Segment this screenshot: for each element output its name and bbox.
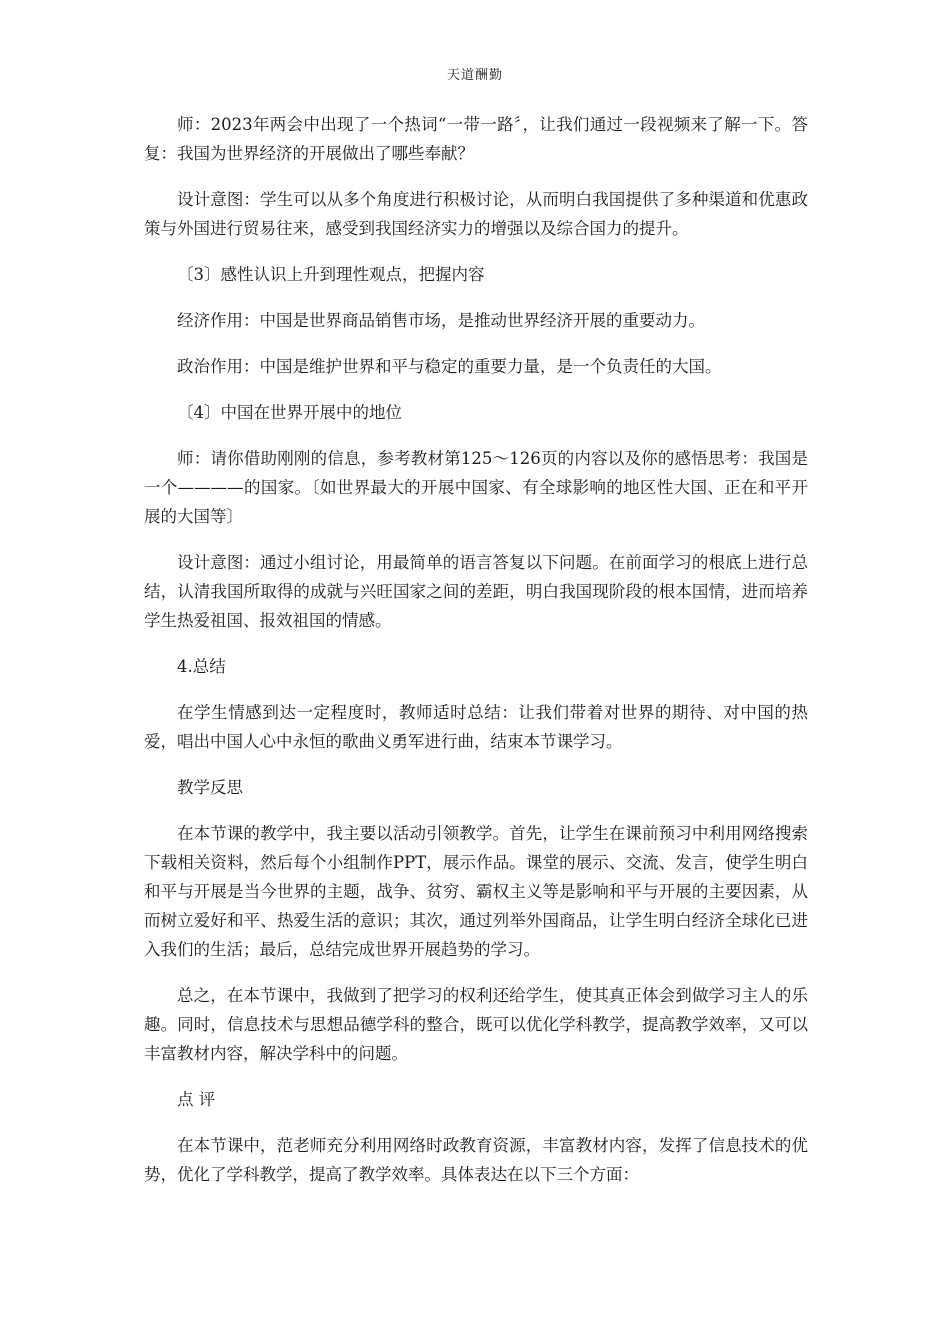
document-body <box>144 110 808 1206</box>
paragraph-summary: 在学生情感到达一定程度时，教师适时总结：让我们带着对世界的期待、对中国的热爱，唱出中国人心中永恒的歌曲义勇军进行曲，结束本节课学习。 <box>144 703 808 751</box>
paragraph-design-intent-2: 设计意图：通过小组讨论，用最简单的语言答复以下问题。在前面学习的根底上进行总结，认清我国所取得的成就与兴旺国家之间的差距，明白我国现阶段的根本国情，进而培养学生热爱祖国、报效祖国的情感。 <box>144 553 808 630</box>
paragraph-reflection-2: 总之，在本节课中，我做到了把学习的权利还给学生，使其真正体会到做学习主人的乐趣。同时，信息技术与思想品德学科的整合，既可以优化学科教学，提高教学效率，又可以丰富教材内容，解决学科中的问题。 <box>144 986 808 1063</box>
page-header: 天道酬勤 <box>446 68 503 83</box>
section-heading-reflection: 教学反思 <box>177 778 243 797</box>
section-heading-review: 点 评 <box>177 1090 216 1109</box>
section-heading-3: 〔3〕感性认识上升到理性观点，把握内容 <box>177 265 485 284</box>
paragraph-design-intent-1: 设计意图：学生可以从多个角度进行积极讨论，从而明白我国提供了多种渠道和优惠政策与外国进行贸易往来，感受到我国经济实力的增强以及综合国力的提升。 <box>144 190 808 238</box>
paragraph-review: 在本节课中，范老师充分利用网络时政教育资源，丰富教材内容，发挥了信息技术的优势，优化了学科教学，提高了教学效率。具体表达在以下三个方面： <box>144 1136 808 1184</box>
section-heading-summary: 4.总结 <box>177 657 226 676</box>
paragraph-teacher-question: 师：2023年两会中出现了一个热词“一带一路〞，让我们通过一段视频来了解一下。答复：我国为世界经济的开展做出了哪些奉献？ <box>144 115 808 163</box>
paragraph-teacher-prompt: 师：请你借助刚刚的信息，参考教材第125～126页的内容以及你的感悟思考：我国是一个————的国家。〔如世界最大的开展中国家、有全球影响的地区性大国、正在和平开展的大国等〕 <box>144 449 808 526</box>
paragraph-reflection-1: 在本节课的教学中，我主要以活动引领教学。首先，让学生在课前预习中利用网络搜索下载相关资料，然后每个小组制作PPT，展示作品。课堂的展示、交流、发言，使学生明白和平与开展是当今世界的主题，战争、贫穷、霸权主义等是影响和平与开展的主要因素，从而树立爱好和平、热爱生活的意识；其次，通过列举外国商品，让学生明白经济全球化已进入我们的生活；最后，总结完成世界开展趋势的学习。 <box>144 824 808 959</box>
paragraph-economic-role: 经济作用：中国是世界商品销售市场，是推动世界经济开展的重要动力。 <box>177 311 705 330</box>
section-heading-4: 〔4〕中国在世界开展中的地位 <box>177 403 402 422</box>
paragraph-political-role: 政治作用：中国是维护世界和平与稳定的重要力量，是一个负责任的大国。 <box>177 357 722 376</box>
